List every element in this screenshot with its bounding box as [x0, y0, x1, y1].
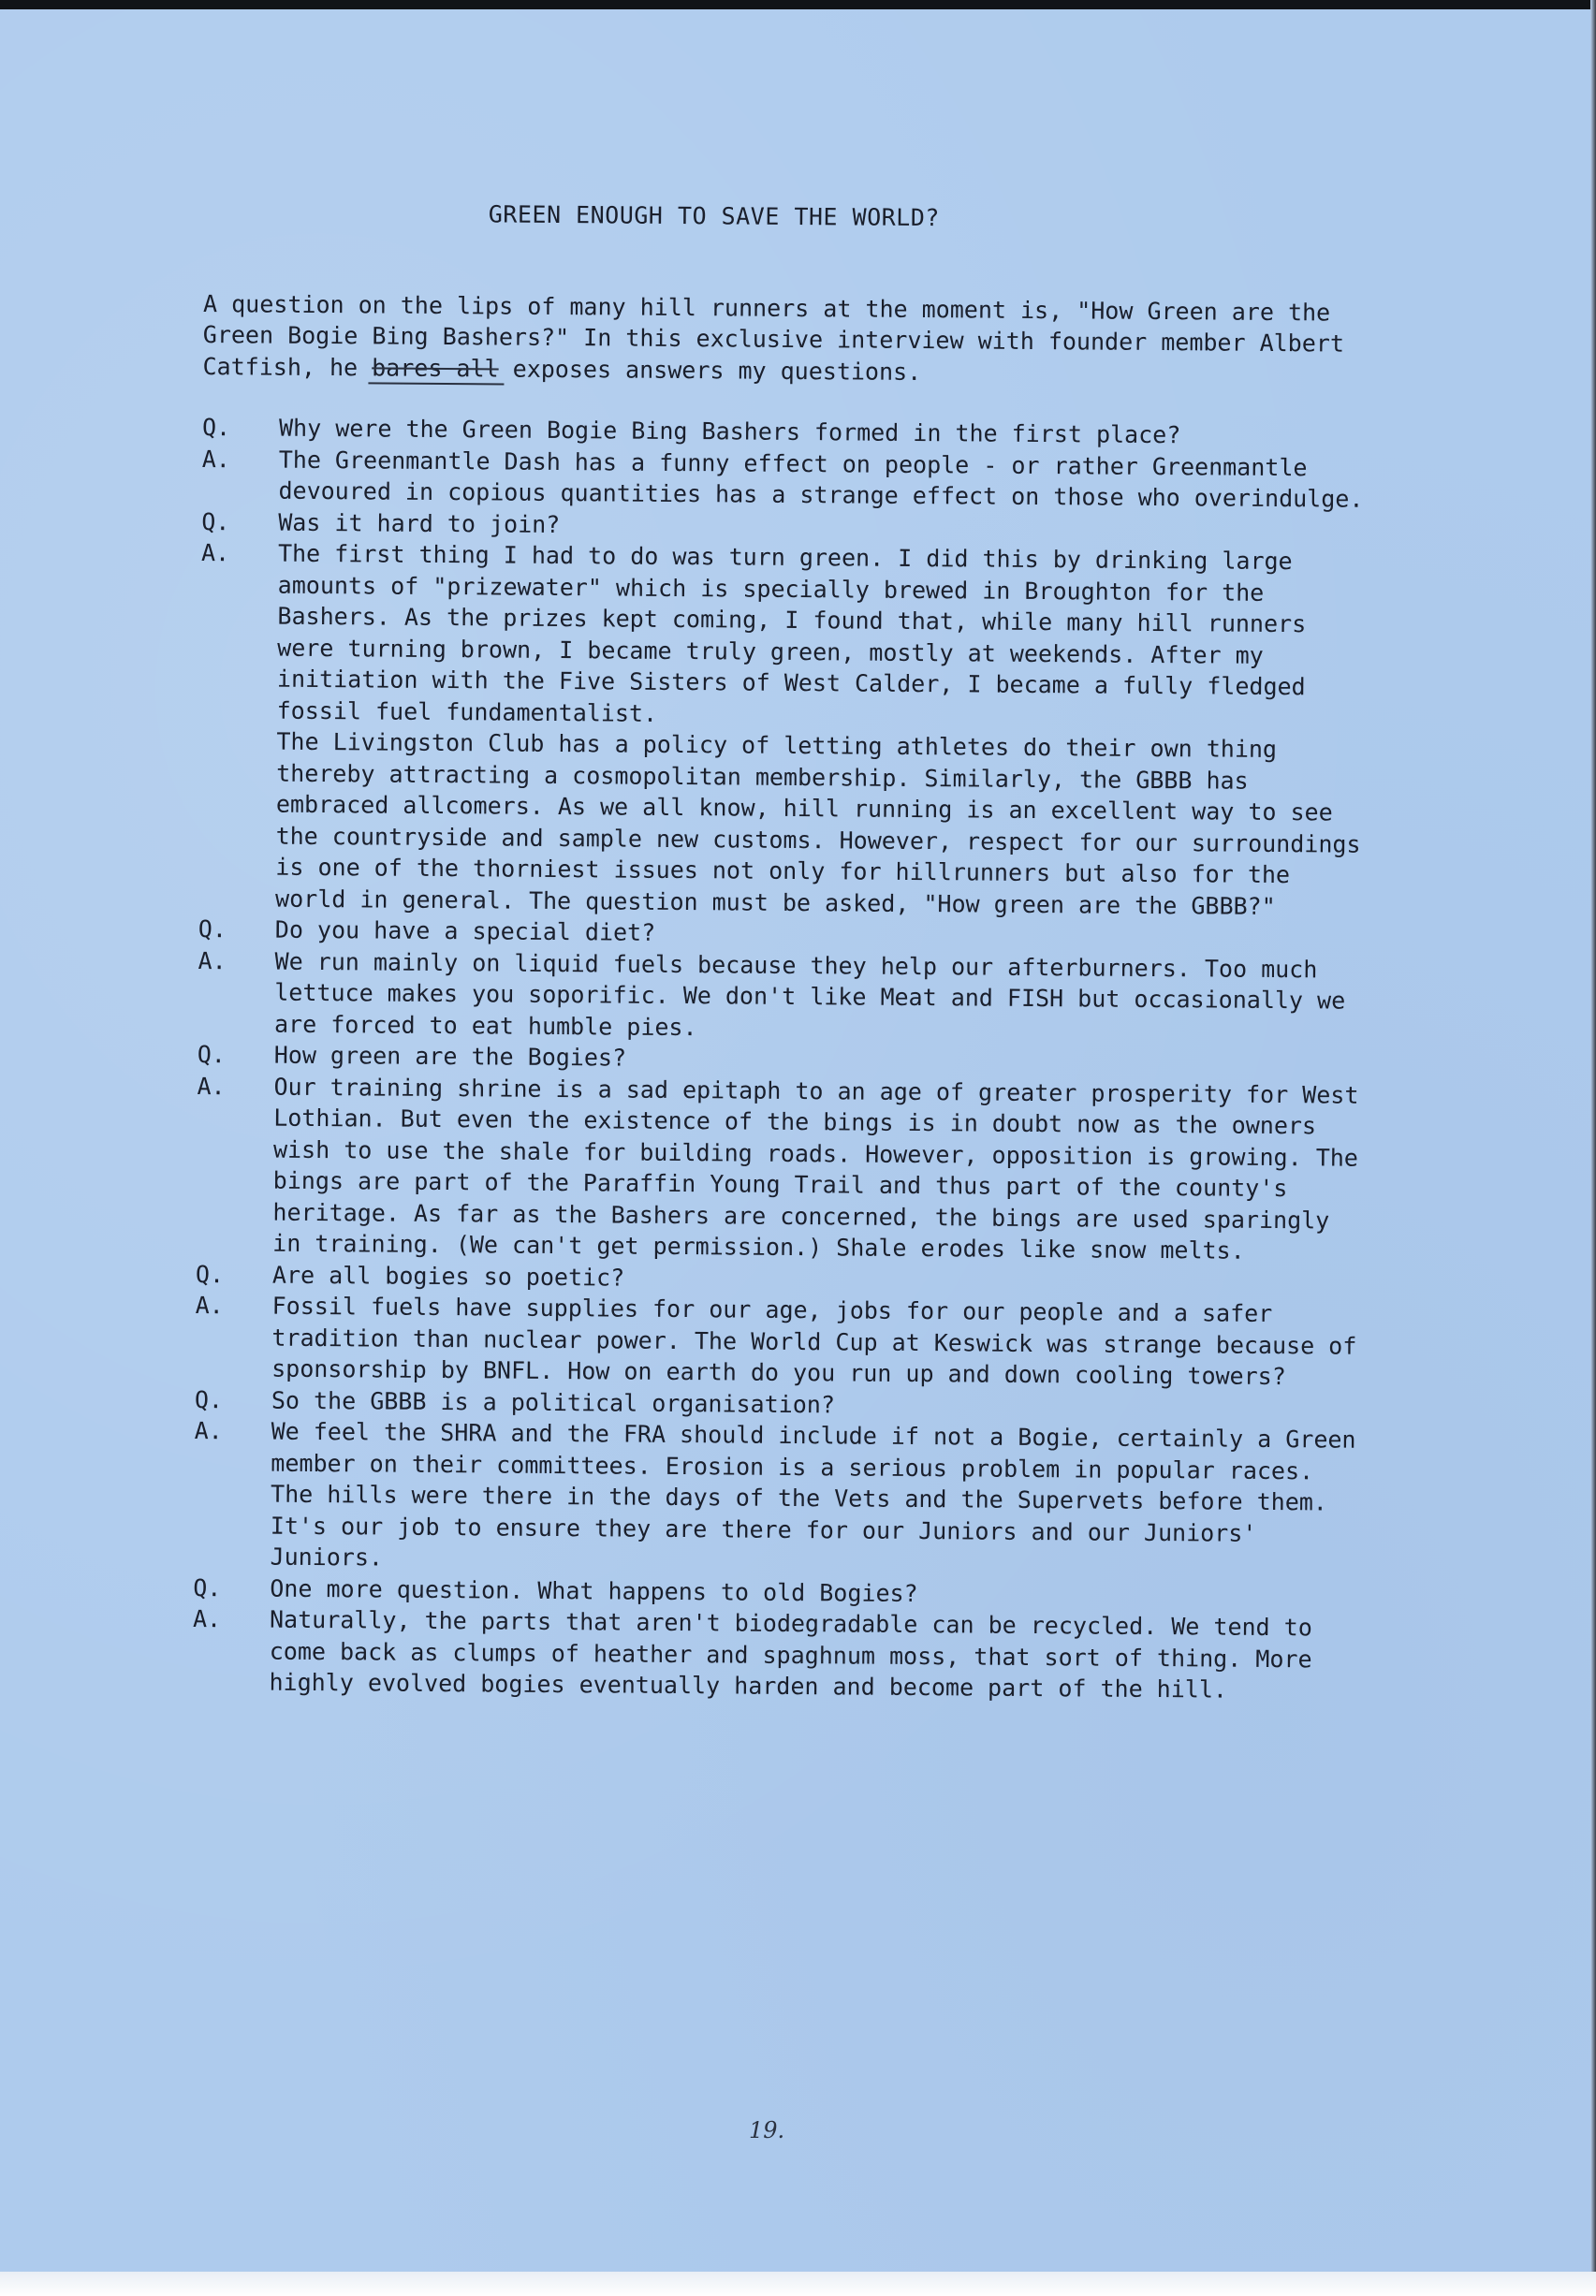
paragraph: So the GBBB is a political organisation? [271, 1386, 836, 1418]
paragraph: How green are the Bogies? [273, 1041, 627, 1072]
answer-text [275, 538, 1371, 923]
answer-row [195, 1290, 1366, 1393]
answer-row [198, 537, 1371, 923]
struck-out-words: bares all [372, 353, 499, 382]
paragraph: The first thing I had to do was turn green. I did this by drinking large amounts of "prizewater" which is specially brewed in Broughton for the Bashers. As the prizes kept coming, I found that, while many hill runners were turning brown, I became truly green, mostly at weekends. After my initiation with the Five Sisters of West Calder, I became a fully fledged fossil fuel fundamentalist. [276, 539, 1307, 727]
article [192, 197, 1374, 1706]
paragraph: Our training shrine is a sad epitaph to an age of greater prosperity for West Lothian. But even the existence of the bings is in doubt now as the owners wish to use the shale for building roads. However, opposition is growing. The bings are part of the Paraffin Young Trail and thus part of the county's heritage. As far as the Bashers are concerned, the bings are used sparingly in training. (We can't get permission.) Shale erodes like snow melts. [272, 1073, 1359, 1265]
answer-marker: A. [197, 1072, 226, 1100]
question-marker: Q. [201, 507, 230, 535]
paragraph: Fossil fuels have supplies for our age, jobs for our people and a safer tradition than nuclear power. The World Cup at Keswick was strange because of sponsorship by BNFL. How on earth do you run up and down cooling towers? [271, 1292, 1357, 1391]
article-title: GREEN ENOUGH TO SAVE THE WORLD? [488, 200, 941, 232]
answer-marker: A. [194, 1416, 223, 1445]
paragraph: The Greenmantle Dash has a funny effect on people - or rather Greenmantle devoured in copious quantities has a strange effect on those who overindulge. [278, 446, 1364, 513]
scan-bottom-edge [0, 2272, 1596, 2296]
handwritten-correction: exposes [512, 355, 612, 383]
answer-text [272, 1071, 1368, 1267]
answer-text [269, 1604, 1363, 1707]
scan-right-edge [1590, 0, 1596, 2296]
answer-marker: A. [201, 445, 231, 473]
question-marker: Q. [197, 1040, 227, 1069]
question-marker: Q. [198, 914, 227, 943]
paragraph: Are all bogies so poetic? [271, 1261, 625, 1292]
scan-top-edge [0, 0, 1596, 9]
paragraph: Naturally, the parts that aren't biodegradable can be recycled. We tend to come back as clumps of heather and spaghnum moss, that sort of thing. More highly evolved bogies eventually harden and become part of the hill. [269, 1605, 1312, 1704]
interview [192, 412, 1372, 1706]
answer-row [201, 443, 1371, 515]
paragraph: We run mainly on liquid fuels because they help our afterburners. Too much lettuce makes you soporific. We don't like Meat and FISH but occasionally we are forced to eat humble pies. [273, 947, 1346, 1041]
intro-text-end: answers my questions. [610, 355, 922, 386]
answer-marker: A. [198, 946, 227, 974]
answer-text [278, 444, 1371, 515]
answer-row [196, 1070, 1368, 1267]
answer-text [270, 1416, 1364, 1582]
answer-text [274, 945, 1369, 1048]
answer-row [193, 1415, 1364, 1581]
paragraph: The Livingston Club has a policy of letting athletes do their own thing thereby attracting a cosmopolitan membership. Similarly, the GBBB has embraced allcomers. As we all know, hill running is an excellent way to see the countryside and sample new customs. However, respect for our surroundings is one of the thorniest issues not only for hillrunners but also for the world in general. The question must be asked, "How green are the GBBB?" [275, 727, 1361, 920]
question-marker: Q. [194, 1385, 224, 1413]
question-marker: Q. [195, 1260, 225, 1288]
question-marker: Q. [201, 413, 231, 442]
page-number: 19. [749, 2117, 785, 2143]
answer-marker: A. [192, 1604, 222, 1633]
answer-row [198, 944, 1369, 1047]
answer-marker: A. [200, 538, 230, 567]
paragraph: We feel the SHRA and the FRA should include if not a Bogie, certainly a Green member on their committees. Erosion is a serious problem in popular races. The hills were there in the days of the Vets and the Supervets before them. It's our job to ensure they are there for our Juniors and our Juniors' Juniors. [270, 1417, 1356, 1572]
question-marker: Q. [193, 1573, 222, 1601]
paragraph: Was it hard to join? [278, 508, 561, 538]
paragraph: Do you have a special diet? [274, 915, 656, 946]
paragraph: One more question. What happens to old Bogies? [270, 1574, 918, 1607]
paragraph: Why were the Green Bogie Bing Bashers formed in the first place? [278, 414, 1181, 449]
intro-text: A question on the lips of many hill runners at the moment is, "How Green are the Green Bogie Bing Bashers?" In this exclusive interview with founder member Albert Catfish, he [202, 289, 1345, 381]
answer-row [192, 1603, 1363, 1706]
article-intro [202, 287, 1373, 390]
answer-text [271, 1291, 1366, 1394]
answer-marker: A. [195, 1291, 224, 1320]
